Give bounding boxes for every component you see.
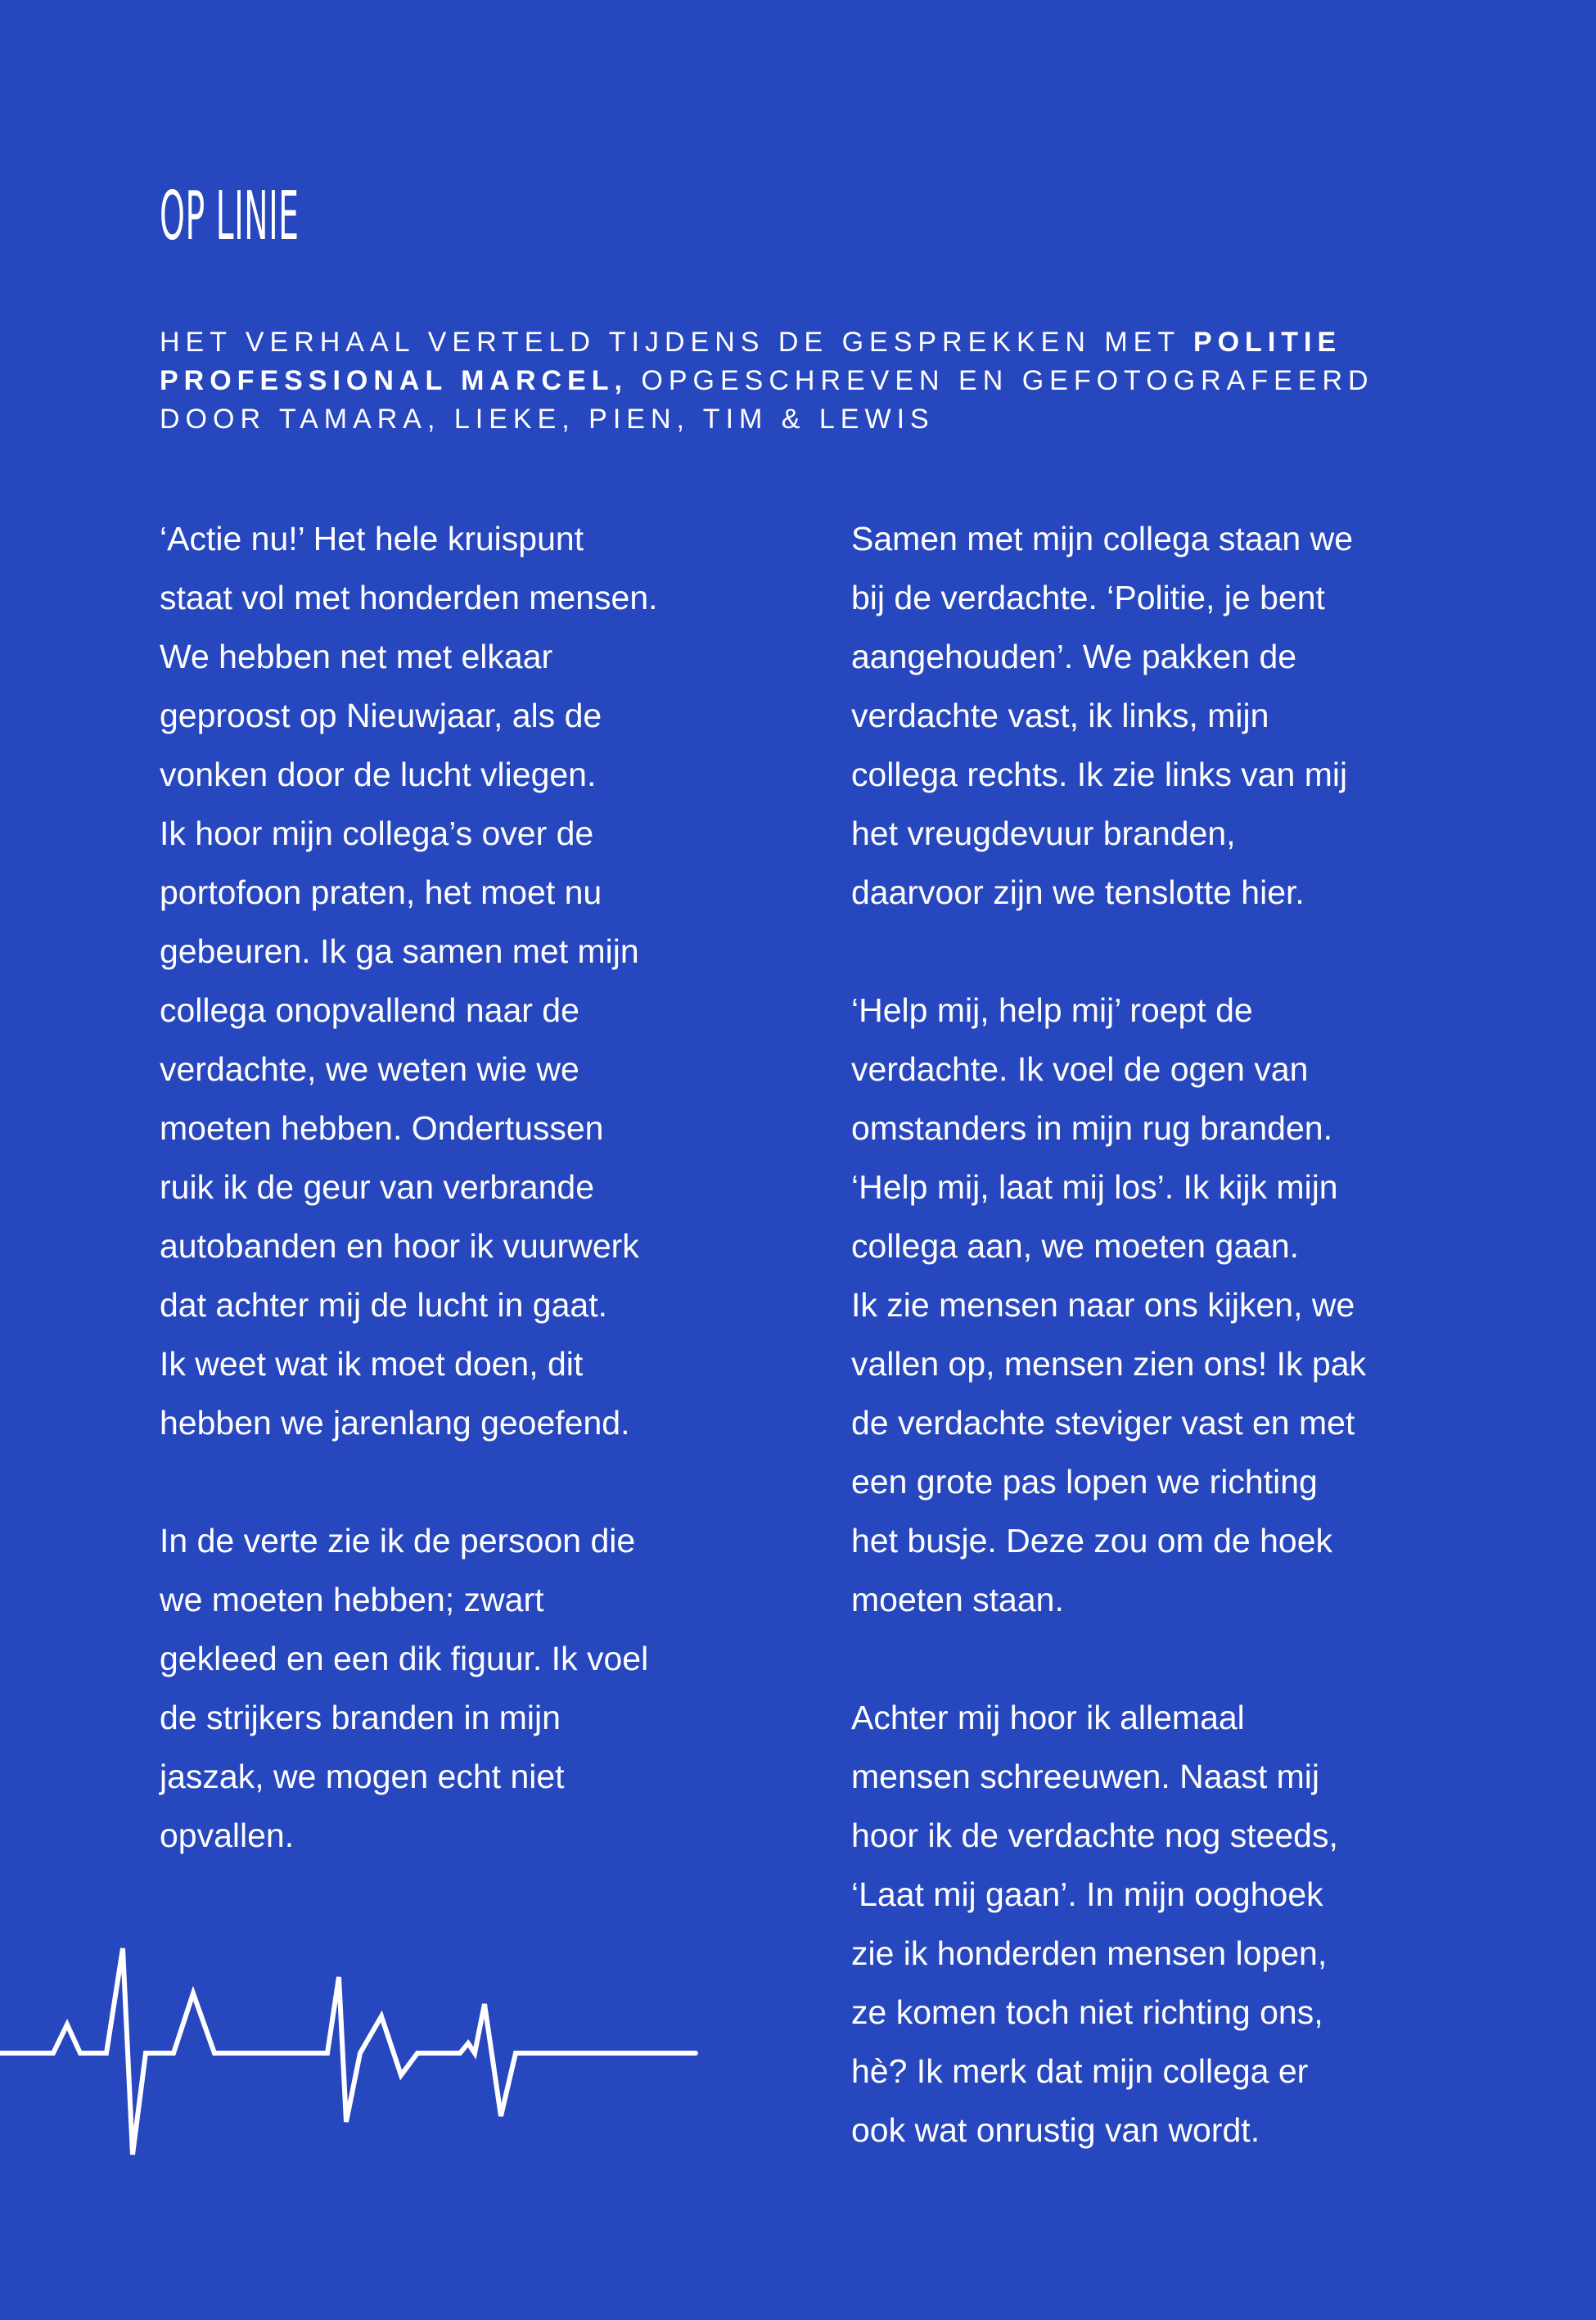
text-line: In de verte zie ik de persoon die (160, 1522, 636, 1559)
text-line: omstanders in mijn rug branden. (851, 1109, 1332, 1147)
text-line: we moeten hebben; zwart (160, 1581, 544, 1618)
text-line: We hebben net met elkaar (160, 638, 553, 675)
text-line: de strijkers branden in mijn (160, 1699, 561, 1736)
text-line: hè? Ik merk dat mijn collega er (851, 2052, 1309, 2090)
heartbeat-line-icon (0, 1932, 704, 2169)
text-line: hoor ik de verdachte nog steeds, (851, 1817, 1338, 1854)
text-line: ‘Laat mij gaan’. In mijn ooghoek (851, 1875, 1323, 1913)
page-title: OP LINIE (160, 178, 300, 255)
text-line: Samen met mijn collega staan we (851, 520, 1354, 557)
byline-bold-text: PROFESSIONAL MARCEL, (160, 365, 628, 396)
text-line: Ik weet wat ik moet doen, dit (160, 1345, 584, 1383)
right-column-paragraph (851, 1688, 1473, 2160)
text-line: vallen op, mensen zien ons! Ik pak (851, 1345, 1367, 1383)
text-line: collega onopvallend naar de (160, 991, 579, 1029)
right-column-paragraph (851, 981, 1473, 1629)
byline (160, 323, 1453, 439)
left-text-column (160, 509, 782, 1924)
text-line: collega rechts. Ik zie links van mij (851, 756, 1348, 793)
byline-line-1 (160, 323, 1453, 362)
text-line: moeten hebben. Ondertussen (160, 1109, 604, 1147)
text-line: moeten staan. (851, 1581, 1064, 1618)
text-line: gebeuren. Ik ga samen met mijn (160, 932, 639, 970)
right-column-paragraph (851, 509, 1473, 922)
byline-line-3 (160, 400, 1453, 439)
text-line: portofoon praten, het moet nu (160, 873, 602, 911)
text-line: ruik ik de geur van verbrande (160, 1168, 595, 1206)
byline-text: OPGESCHREVEN EN GEFOTOGRAFEERD (627, 365, 1374, 396)
text-line: ‘Actie nu!’ Het hele kruispunt (160, 520, 584, 557)
text-line: verdachte vast, ik links, mijn (851, 697, 1269, 734)
left-column-paragraph (160, 509, 782, 1452)
text-line: collega aan, we moeten gaan. (851, 1227, 1300, 1265)
text-line: daarvoor zijn we tenslotte hier. (851, 873, 1305, 911)
text-line: aangehouden’. We pakken de (851, 638, 1297, 675)
right-text-column (851, 509, 1473, 2218)
left-column-paragraph (160, 1511, 782, 1865)
text-line: dat achter mij de lucht in gaat. (160, 1286, 607, 1324)
text-line: verdachte. Ik voel de ogen van (851, 1050, 1309, 1088)
text-line: het vreugdevuur branden, (851, 815, 1236, 852)
text-line: autobanden en hoor ik vuurwerk (160, 1227, 639, 1265)
text-line: staat vol met honderden mensen. (160, 579, 658, 616)
text-line: het busje. Deze zou om de hoek (851, 1522, 1333, 1559)
text-line: gekleed en een dik figuur. Ik voel (160, 1640, 649, 1677)
byline-text: HET VERHAAL VERTELD TIJDENS DE GESPREKKEN MET (160, 327, 1193, 358)
text-line: mensen schreeuwen. Naast mij (851, 1758, 1319, 1795)
text-line: jaszak, we mogen echt niet (160, 1758, 565, 1795)
text-line: bij de verdachte. ‘Politie, je bent (851, 579, 1325, 616)
text-line: de verdachte steviger vast en met (851, 1404, 1355, 1442)
text-line: vonken door de lucht vliegen. (160, 756, 597, 793)
byline-bold-text: POLITIE (1192, 327, 1342, 358)
text-line: geproost op Nieuwjaar, als de (160, 697, 602, 734)
text-line: ook wat onrustig van wordt. (851, 2111, 1260, 2149)
text-line: ‘Help mij, laat mij los’. Ik kijk mijn (851, 1168, 1338, 1206)
text-line: ‘Help mij, help mij’ roept de (851, 991, 1253, 1029)
byline-line-2 (160, 362, 1453, 400)
text-line: Ik zie mensen naar ons kijken, we (851, 1286, 1355, 1324)
text-line: hebben we jarenlang geoefend. (160, 1404, 630, 1442)
text-line: ze komen toch niet richting ons, (851, 1993, 1323, 2031)
text-line: een grote pas lopen we richting (851, 1463, 1318, 1501)
byline-text: DOOR TAMARA, LIEKE, PIEN, TIM & LEWIS (160, 404, 935, 435)
text-line: verdachte, we weten wie we (160, 1050, 579, 1088)
text-line: zie ik honderden mensen lopen, (851, 1934, 1328, 1972)
text-line: Ik hoor mijn collega’s over de (160, 815, 594, 852)
text-line: opvallen. (160, 1817, 295, 1854)
text-line: Achter mij hoor ik allemaal (851, 1699, 1245, 1736)
